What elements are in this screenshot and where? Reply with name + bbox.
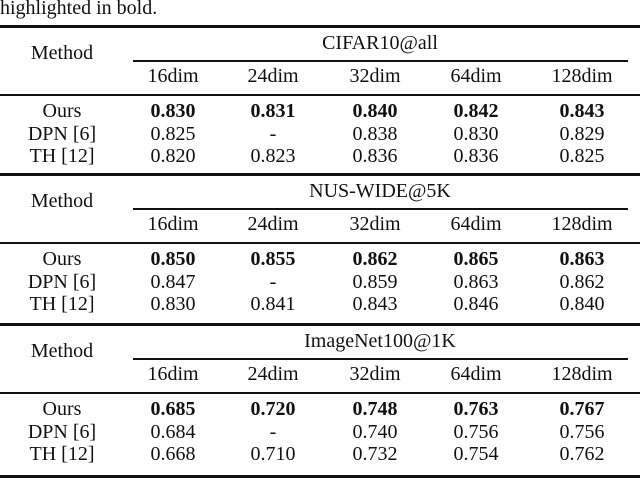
top-rule	[0, 25, 640, 28]
dim-header: 24dim	[247, 65, 299, 87]
top-rule	[0, 323, 640, 326]
dim-header: 128dim	[551, 213, 613, 235]
score-cell: 0.850	[150, 248, 196, 270]
score-cell: 0.842	[453, 100, 499, 122]
dim-header: 64dim	[450, 65, 502, 87]
score-cell: 0.720	[250, 398, 296, 420]
dataset-underline	[133, 60, 628, 62]
score-cell: 0.836	[352, 145, 398, 167]
score-cell: 0.740	[352, 420, 398, 443]
method-name: TH [12]	[29, 293, 95, 315]
dim-header: 64dim	[450, 363, 502, 385]
score-cell: 0.846	[453, 293, 499, 315]
method-name: DPN [6]	[27, 420, 97, 443]
dataset-block	[0, 173, 640, 323]
dim-header: 16dim	[147, 363, 199, 385]
score-cell: 0.865	[453, 248, 499, 270]
score-cell: 0.756	[559, 420, 605, 443]
bottom-rule	[0, 475, 640, 478]
dim-header: 16dim	[147, 65, 199, 87]
method-name: TH [12]	[29, 145, 95, 167]
score-cell: 0.836	[453, 145, 499, 167]
method-name: Ours	[42, 398, 82, 420]
score-cell: 0.838	[352, 122, 398, 145]
score-cell: 0.843	[352, 293, 398, 315]
score-cell: 0.863	[453, 270, 499, 293]
header-rule	[0, 242, 640, 244]
method-name: DPN [6]	[27, 270, 97, 293]
method-name: Ours	[42, 100, 82, 122]
header-rule	[0, 94, 640, 96]
score-cell: 0.830	[150, 293, 196, 315]
score-cell: 0.843	[559, 100, 605, 122]
score-cell: 0.829	[559, 122, 605, 145]
score-cell: 0.841	[250, 293, 296, 315]
dim-header: 16dim	[147, 213, 199, 235]
score-cell: 0.831	[250, 100, 296, 122]
method-header: Method	[30, 42, 94, 64]
score-cell: 0.823	[250, 145, 296, 167]
dim-header: 32dim	[349, 363, 401, 385]
score-cell: 0.685	[150, 398, 196, 420]
score-cell: 0.732	[352, 443, 398, 465]
dim-header: 32dim	[349, 213, 401, 235]
score-cell: 0.840	[352, 100, 398, 122]
score-cell: -	[269, 420, 277, 443]
score-cell: -	[269, 270, 277, 293]
score-cell: 0.754	[453, 443, 499, 465]
dim-header: 32dim	[349, 65, 401, 87]
dataset-title: CIFAR10@all	[322, 32, 438, 54]
score-cell: 0.710	[250, 443, 296, 465]
dataset-block	[0, 25, 640, 175]
score-cell: 0.668	[150, 443, 196, 465]
score-cell: 0.763	[453, 398, 499, 420]
score-cell: 0.840	[559, 293, 605, 315]
score-cell: 0.756	[453, 420, 499, 443]
score-cell: 0.748	[352, 398, 398, 420]
score-cell: 0.863	[559, 248, 605, 270]
dim-header: 24dim	[247, 213, 299, 235]
dim-header: 128dim	[551, 363, 613, 385]
caption-text: highlighted in bold.	[0, 0, 158, 19]
method-header: Method	[30, 340, 94, 362]
method-header: Method	[30, 190, 94, 212]
score-cell: 0.684	[150, 420, 196, 443]
dataset-underline	[133, 358, 628, 360]
dataset-block	[0, 323, 640, 473]
dataset-title: ImageNet100@1K	[304, 330, 456, 352]
header-rule	[0, 392, 640, 394]
score-cell: 0.825	[559, 145, 605, 167]
score-cell: 0.855	[250, 248, 296, 270]
score-cell: 0.847	[150, 270, 196, 293]
score-cell: 0.830	[150, 100, 196, 122]
dim-header: 64dim	[450, 213, 502, 235]
top-rule	[0, 173, 640, 176]
score-cell: 0.825	[150, 122, 196, 145]
dataset-underline	[133, 208, 628, 210]
dim-header: 24dim	[247, 363, 299, 385]
score-cell: 0.830	[453, 122, 499, 145]
dim-header: 128dim	[551, 65, 613, 87]
score-cell: 0.767	[559, 398, 605, 420]
score-cell: 0.859	[352, 270, 398, 293]
method-name: TH [12]	[29, 443, 95, 465]
score-cell: 0.762	[559, 443, 605, 465]
dataset-title: NUS-WIDE@5K	[309, 180, 451, 202]
method-name: Ours	[42, 248, 82, 270]
score-cell: 0.862	[352, 248, 398, 270]
method-name: DPN [6]	[27, 122, 97, 145]
score-cell: 0.862	[559, 270, 605, 293]
score-cell: 0.820	[150, 145, 196, 167]
score-cell: -	[269, 122, 277, 145]
